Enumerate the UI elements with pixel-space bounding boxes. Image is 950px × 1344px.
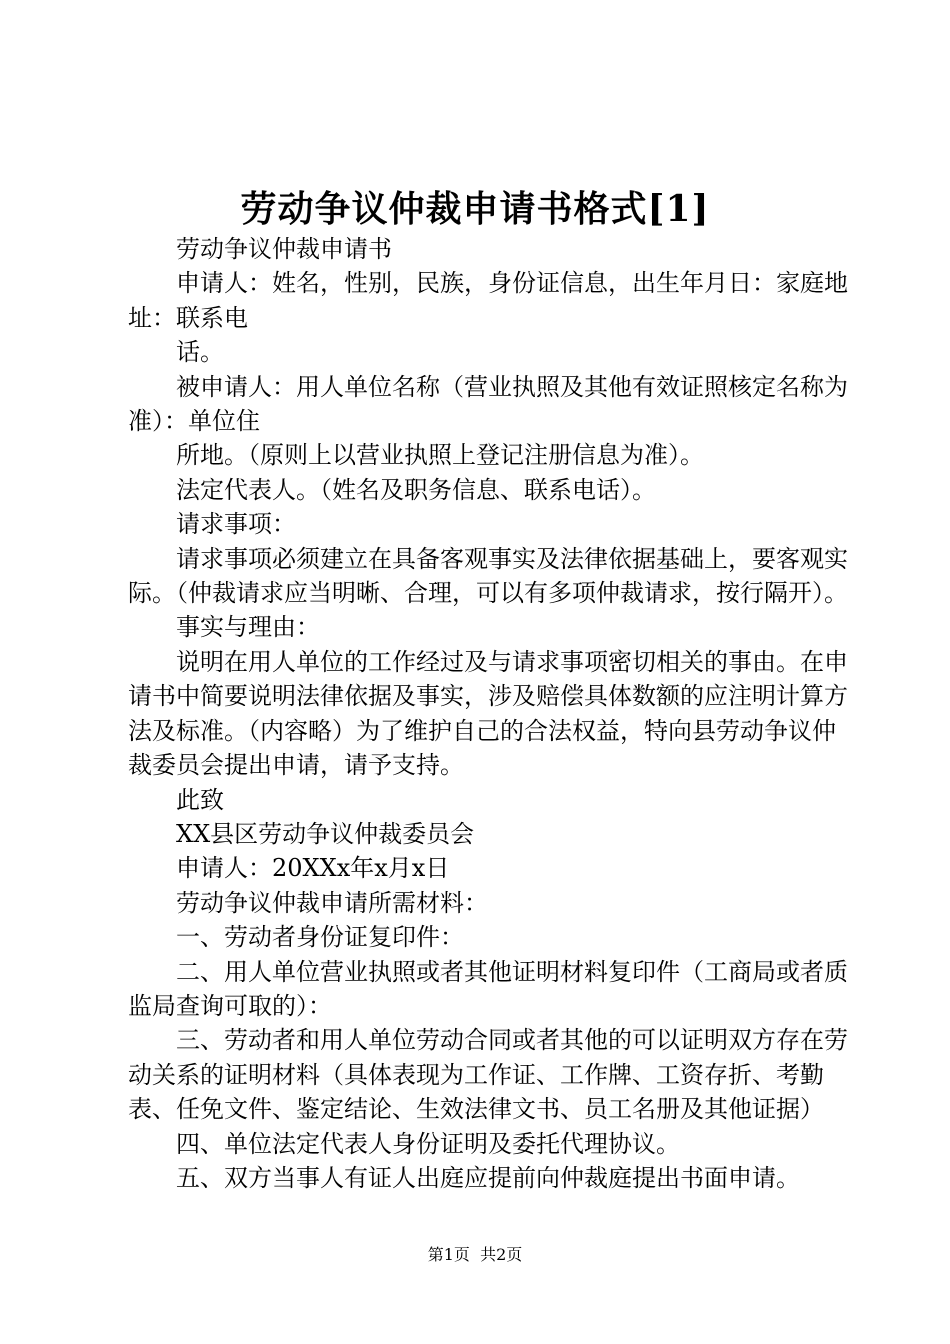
paragraph-material-4: 四、单位法定代表人身份证明及委托代理协议。 xyxy=(176,1129,680,1158)
paragraph-respondent: 被申请人：用人单位名称（营业执照及其他有效证照核定名称为准）：单位住 xyxy=(128,372,848,436)
paragraph-applicant: 申请人：姓名，性别，民族，身份证信息，出生年月日：家庭地址：联系电 xyxy=(128,269,848,332)
paragraph-material-3: 三、劳动者和用人单位劳动合同或者其他的可以证明双方存在劳动关系的证明材料（具体表现为工作证、工作牌、工资存折、考勤表、任免文件、鉴定结论、生效法律文书、员工名册及其他证据） xyxy=(128,1026,848,1124)
paragraph-recipient: XX县区劳动争议仲裁委员会 xyxy=(176,819,475,848)
paragraph-applicant-cont: 话。 xyxy=(176,338,224,367)
paragraph-legal-representative: 法定代表人。（姓名及职务信息、联系电话）。 xyxy=(176,475,656,504)
paragraph-material-1: 一、劳动者身份证复印件： xyxy=(176,923,464,952)
document-body xyxy=(128,232,848,1195)
paragraph-salutation: 此致 xyxy=(176,785,224,814)
paragraph-material-5: 五、双方当事人有证人出庭应提前向仲裁庭提出书面申请。 xyxy=(176,1163,800,1192)
page-footer xyxy=(0,1244,950,1266)
page-total: 共2页 xyxy=(480,1245,523,1264)
paragraph-respondent-address: 所地。（原则上以营业执照上登记注册信息为准）。 xyxy=(176,441,704,470)
paragraph-heading: 劳动争议仲裁申请书 xyxy=(176,235,392,263)
paragraph-facts-heading: 事实与理由： xyxy=(176,613,320,642)
paragraph-material-2: 二、用人单位营业执照或者其他证明材料复印件（工商局或者质监局查询可取的）： xyxy=(128,957,848,1020)
paragraph-signature: 申请人：20XXx年x月x日 xyxy=(176,854,450,883)
paragraph-claims-heading: 请求事项： xyxy=(176,510,296,539)
paragraph-claims: 请求事项必须建立在具备客观事实及法律依据基础上，要客观实际。（仲裁请求应当明晰、合理，可以有多项仲裁请求，按行隔开）。 xyxy=(128,544,848,608)
page-number: 第1页 xyxy=(427,1245,470,1264)
paragraph-facts: 说明在用人单位的工作经过及与请求事项密切相关的事由。在申请书中简要说明法律依据及事实，涉及赔偿具体数额的应注明计算方法及标准。（内容略）为了维护自己的合法权益，特向县劳动争议仲裁委员会提出申请，请予支持。 xyxy=(128,647,848,780)
paragraph-materials-heading: 劳动争议仲裁申请所需材料： xyxy=(176,888,488,917)
document-title: 劳动争议仲裁申请书格式[1] xyxy=(240,188,710,230)
